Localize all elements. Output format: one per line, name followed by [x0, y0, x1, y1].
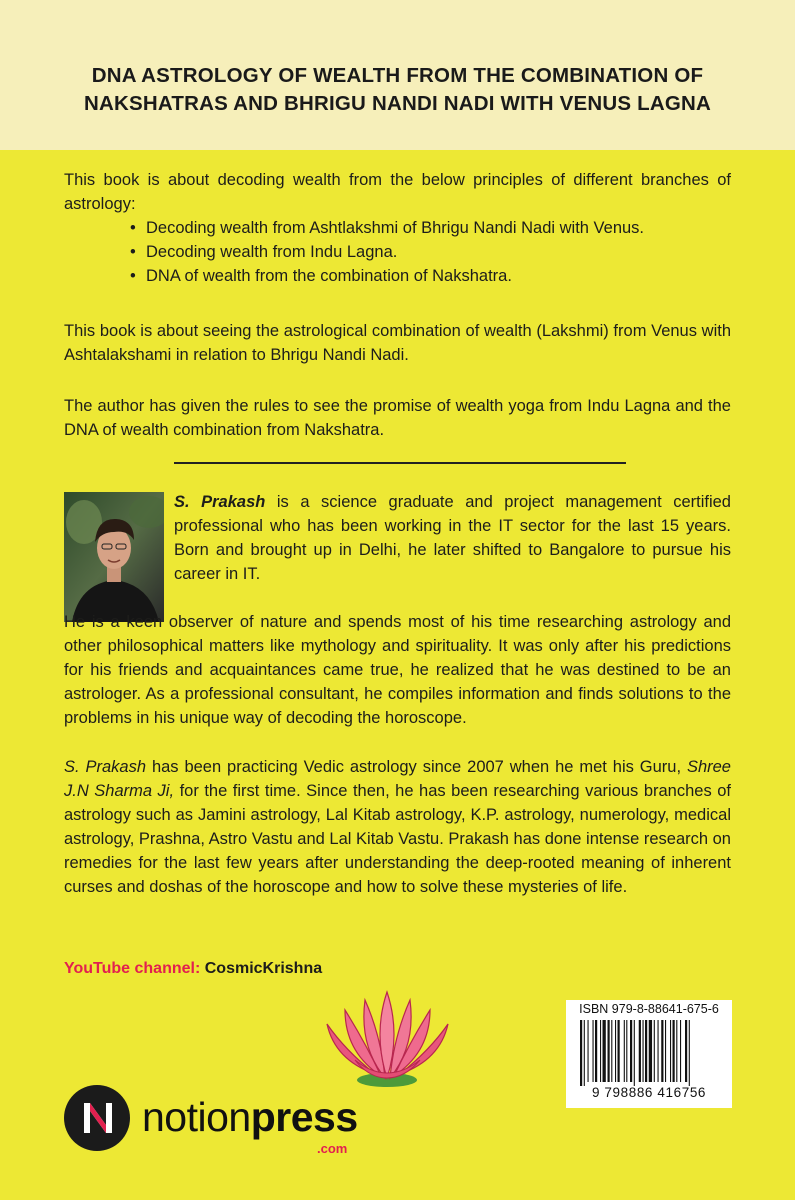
- bio-paragraph-2: He is a keen observer of nature and spends most of his time researching astrology and other philosophical matters like mythology and spirituality. It was only after his predictions for his friends and acquaintances came true, he realized that he was destined to be an astrologer. As a professional consultant, he compiles information and finds solutions to the problems in his unique way of decoding the horoscope.: [64, 613, 731, 727]
- barcode-bar: [649, 1020, 652, 1082]
- youtube-line: [64, 960, 322, 978]
- barcode-bar: [603, 1020, 606, 1082]
- isbn-digits: 9 798886 416756: [591, 1085, 707, 1100]
- barcode-bar: [615, 1020, 616, 1082]
- author-photo-icon: [64, 492, 164, 622]
- publisher-logo: [64, 1085, 364, 1165]
- barcode-bar: [584, 1020, 585, 1086]
- author-name-italic: S. Prakash: [64, 758, 147, 776]
- notionpress-logo-icon: [64, 1085, 130, 1151]
- barcode-bar: [670, 1020, 671, 1082]
- barcode-bar: [673, 1020, 675, 1082]
- publisher-name: [142, 1093, 358, 1141]
- publisher-domain: .com: [317, 1141, 348, 1156]
- barcode-bar: [665, 1020, 666, 1082]
- author-photo: [64, 492, 164, 622]
- barcode-bar: [618, 1020, 620, 1082]
- barcode-bar: [608, 1020, 610, 1082]
- list-item: • Decoding wealth from Indu Lagna.: [130, 240, 731, 264]
- barcode-bar: [634, 1020, 635, 1086]
- barcode-bar: [580, 1020, 582, 1086]
- title-line-2: NAKSHATRAS AND BHRIGU NANDI NADI WITH VENUS LAGNA: [83, 92, 712, 115]
- barcode: [566, 1000, 732, 1108]
- barcode-bar: [661, 1020, 663, 1082]
- bio-p3-rest: for the first time. Since then, he has been researching various branches of astrology such as Jamini astrology, Lal Kitab astrology, K.P. astrology, numerology, medical astrology, Prashna, Astro Vastu and Lal Kitab Vastu. Prakash has done intense research on remedies for the last few years after understanding the deep-rooted meaning of inherent curses and doshas of the horoscope and how to solve these mysteries of life.: [64, 782, 731, 896]
- barcode-bar: [680, 1020, 681, 1082]
- list-item: • Decoding wealth from Ashtlakshmi of Bhrigu Nandi Nadi with Venus.: [130, 216, 731, 240]
- barcode-bar: [624, 1020, 625, 1082]
- bio-p1-text: is a science graduate and project management certified professional who has been working in the IT sector for the last 15 years. Born and brought up in Delhi, he later shifted to Bangalore to pursue his career in IT.: [174, 493, 731, 583]
- barcode-bar: [645, 1020, 647, 1082]
- barcode-bar: [595, 1020, 597, 1082]
- barcode-bar: [689, 1020, 690, 1086]
- isbn-label: ISBN 979-8-88641-675-6: [579, 1002, 719, 1016]
- book-title: [40, 62, 755, 118]
- publisher-name-regular: notion: [142, 1094, 251, 1140]
- barcode-bar: [654, 1020, 655, 1082]
- list-item: • DNA of wealth from the combination of Nakshatra.: [130, 264, 731, 288]
- barcode-bar: [643, 1020, 644, 1082]
- barcode-bar: [639, 1020, 641, 1082]
- intro-text: This book is about decoding wealth from the below principles of different branches of astrology:: [64, 171, 731, 213]
- barcode-bar: [611, 1020, 612, 1082]
- bio-paragraph-3: [64, 755, 731, 899]
- lotus-icon: [315, 990, 460, 1090]
- barcode-bar: [685, 1020, 687, 1082]
- youtube-label: YouTube channel:: [64, 960, 201, 977]
- barcode-bar: [593, 1020, 594, 1082]
- barcode-bar: [626, 1020, 627, 1082]
- barcode-bar: [658, 1020, 659, 1082]
- divider: [174, 462, 626, 464]
- barcode-bar: [630, 1020, 632, 1082]
- guru-name: Shree J.N Sharma Ji,: [64, 758, 731, 800]
- author-name: S. Prakash: [174, 493, 266, 511]
- paragraph-lakshmi: This book is about seeing the astrological combination of wealth (Lakshmi) from Venus with Ashtalakshami in relation to Bhrigu Nandi Nadi.: [64, 322, 731, 364]
- paragraph-author-rules: The author has given the rules to see the promise of wealth yoga from Indu Lagna and the DNA of wealth combination from Nakshatra.: [64, 397, 731, 439]
- principles-list: [64, 216, 731, 288]
- barcode-bar: [676, 1020, 677, 1082]
- intro-paragraph: [64, 168, 731, 288]
- youtube-channel-link[interactable]: CosmicKrishna: [204, 960, 323, 977]
- barcode-bar: [588, 1020, 589, 1082]
- bio-paragraph-1: [174, 490, 731, 586]
- title-line-1: DNA ASTROLOGY OF WEALTH FROM THE COMBINATION OF: [91, 64, 704, 87]
- publisher-name-bold: press: [250, 1094, 358, 1140]
- bio-p3-mid: has been practicing Vedic astrology since 2007 when he met his Guru,: [146, 758, 687, 776]
- barcode-bar: [600, 1020, 601, 1082]
